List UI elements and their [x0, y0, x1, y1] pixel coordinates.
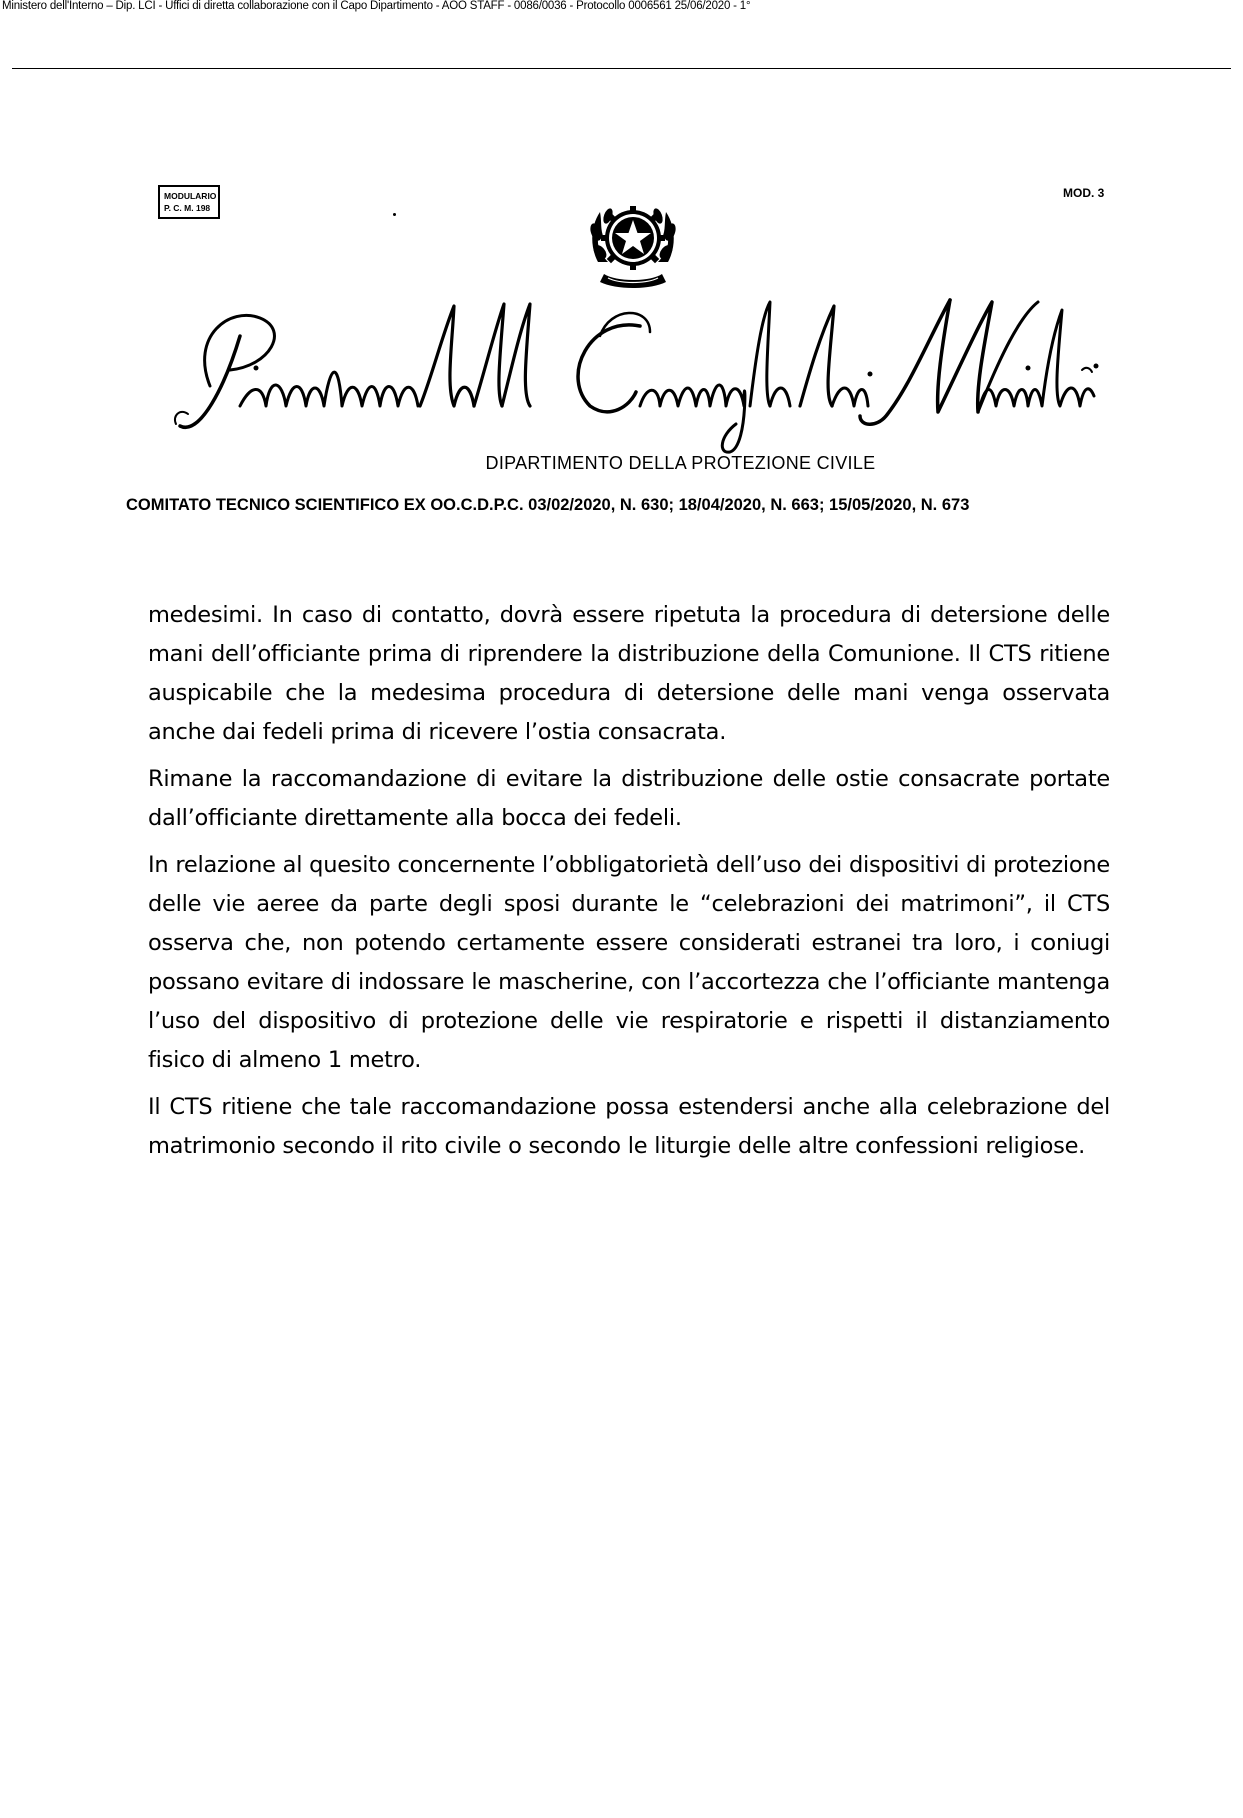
form-box-line2: P. C. M. 198: [164, 203, 211, 213]
document-body: [148, 596, 1110, 1174]
form-code-box: [158, 185, 220, 219]
body-paragraph-4: Il CTS ritiene che tale raccomandazione possa estendersi anche alla celebrazione del matrimonio secondo il rito civile o secondo le liturgie delle altre confessioni religiose.: [148, 1094, 1110, 1159]
scan-speck: [393, 213, 396, 216]
department-name: DIPARTIMENTO DELLA PROTEZIONE CIVILE: [485, 453, 876, 473]
committee-heading: COMITATO TECNICO SCIENTIFICO EX OO.C.D.P.C. 03/02/2020, N. 630; 18/04/2020, N. 663; 15/05/2020, N. 673: [126, 496, 970, 514]
letterhead-script-title: [170, 296, 1100, 456]
form-code: MOD. 3: [1063, 186, 1105, 200]
body-paragraph-3: In relazione al quesito concernente l’obbligatorietà dell’uso dei dispositivi di protezione delle vie aeree da parte degli sposi durante le “celebrazioni dei matrimoni”, il CTS osserva che, non potendo certamente essere considerati estranei tra loro, i coniugi possano evitare di indossare le mascherine, con l’accortezza che l’officiante mantenga l’uso del dispositivo di protezione delle vie respiratorie e rispetti il distanziamento fisico di almeno 1 metro.: [148, 852, 1110, 1073]
form-box-line1: MODULARIO: [164, 191, 217, 201]
body-paragraph-1: medesimi. In caso di contatto, dovrà essere ripetuta la procedura di detersione delle mani dell’officiante prima di riprendere la distribuzione della Comunione. Il CTS ritiene auspicabile che la medesima procedura di detersione delle mani venga osservata anche dai fedeli prima di ricevere l’ostia consacrata.: [148, 602, 1110, 745]
protocol-stamp: Ministero dell'Interno – Dip. LCI - Uffici di diretta collaborazione con il Capo Dipartimento - AOO STAFF - 0086/0036 - Protocollo 0006561 25/06/2020 - 1°: [2, 0, 751, 12]
department-heading: [0, 453, 1243, 474]
header-divider: [12, 68, 1231, 69]
italian-republic-emblem-icon: [586, 192, 680, 292]
body-paragraph-2: Rimane la raccomandazione di evitare la distribuzione delle ostie consacrate portate dall’officiante direttamente alla bocca dei fedeli.: [148, 766, 1110, 831]
